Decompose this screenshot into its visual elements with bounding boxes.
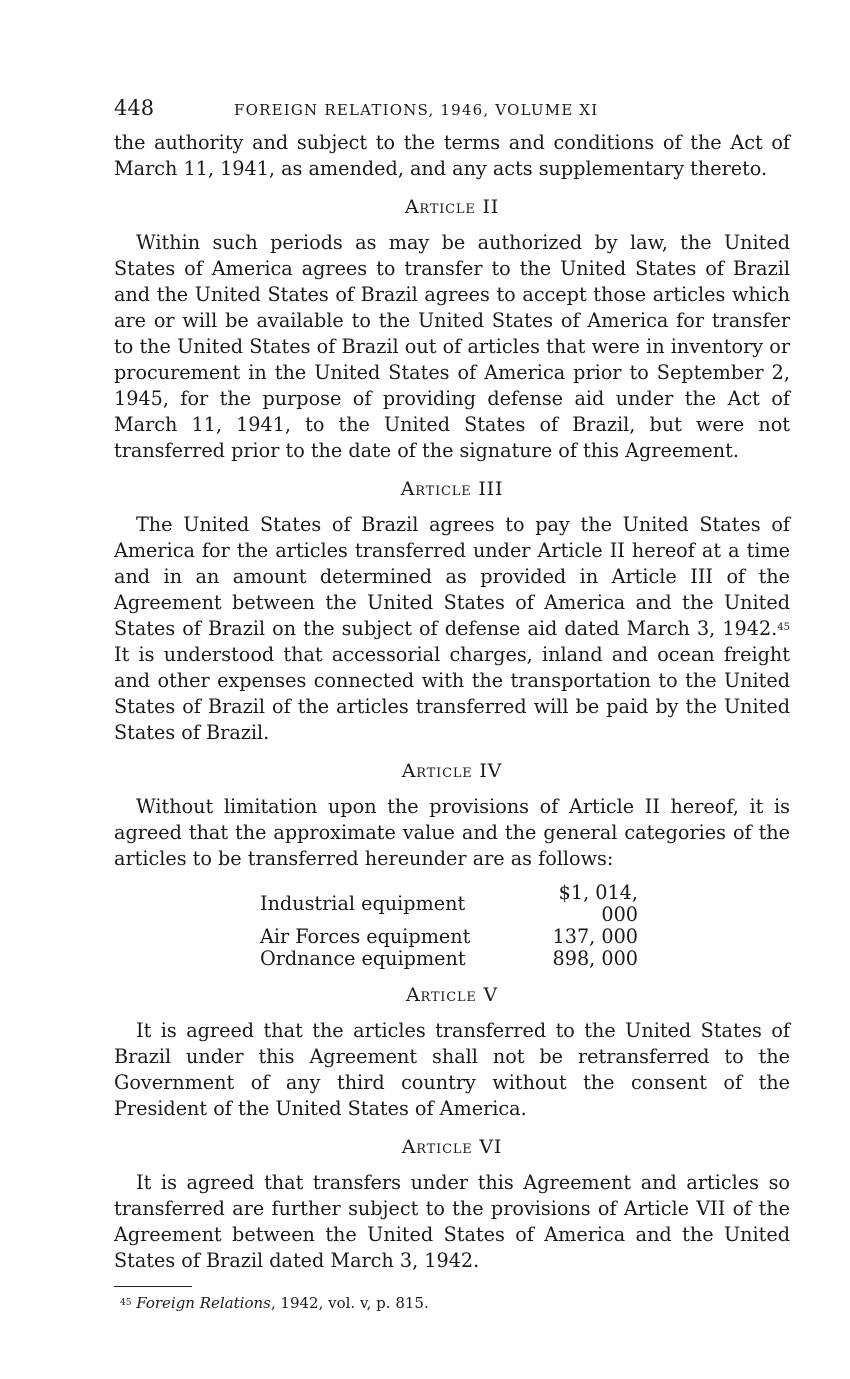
document-page (114, 96, 790, 1313)
table-row (260, 948, 638, 970)
amount-cell: 137, 000 (552, 925, 638, 948)
running-title: FOREIGN RELATIONS, 1946, VOLUME XI (234, 101, 599, 119)
category-cell: Ordnance equipment (260, 947, 466, 970)
article-4-text: Without limitation upon the provisions of Article II hereof, it is agreed that the approximate value and the general categories of the articles to be transferred hereunder are as follows: (114, 795, 790, 870)
amount-cell: 898, 000 (552, 947, 638, 970)
article-3-text (114, 512, 790, 746)
article-5-text: It is agreed that the articles transferred to the United States of Brazil under this Agreement shall not be retransferred to the Government of any third country without the consent of the President of the United States of America. (114, 1019, 790, 1120)
article-2-text: Within such periods as may be authorized by law, the United States of America agrees to transfer to the United States of Brazil and the United States of Brazil agrees to accept those articles which are or will be available to the United States of America for transfer to the United States of Brazil out of articles that were in inventory or procurement in the United States of America prior to September 2, 1945, for the purpose of providing defense aid under the Act of March 11, 1941, to the United States of Brazil, but were not transferred prior to the date of the signature of this Agreement. (114, 231, 790, 462)
footnote-reference: 45 (777, 622, 790, 633)
article-6-heading: Article VI (401, 1136, 503, 1158)
article-4-heading: Article IV (401, 760, 503, 782)
article-5-heading: Article V (405, 984, 499, 1006)
table-row (260, 882, 638, 926)
footnote-mark: 45 (120, 1298, 132, 1308)
opening-paragraph: the authority and subject to the terms and conditions of the Act of March 11, 1941, as amended, and any acts supplementary thereto. (114, 131, 790, 180)
article-6-text: It is agreed that transfers under this Agreement and articles so transferred are further subject to the provisions of Article VII of the Agreement between the United States of America and the United States of Brazil dated March 3, 1942. (114, 1171, 790, 1272)
article-3-heading: Article III (400, 478, 504, 500)
equipment-value-table (260, 882, 638, 970)
running-head (114, 96, 790, 130)
footnote-citation: , 1942, vol. v, p. 815. (270, 1294, 429, 1312)
article-2-heading: Article II (404, 196, 500, 218)
amount-cell: $1, 014, 000 (558, 881, 638, 926)
article-3-text-part1: The United States of Brazil agrees to pay the United States of America for the articles transferred under Article II hereof at a time and in an amount determined as provided in Article III of the Agreement between the United States of America and the United States of Brazil on the subject of defense aid dated March 3, 1942. (114, 513, 790, 640)
footnote-source-title: Foreign Relations (136, 1294, 271, 1312)
article-3-text-part2: It is understood that accessorial charges, inland and ocean freight and other expenses connected with the transportation to the United States of Brazil of the articles transferred will be paid by the United States of Brazil. (114, 643, 790, 744)
page-number: 448 (114, 96, 155, 120)
footnote-divider (114, 1286, 192, 1287)
footnote (114, 1293, 790, 1313)
category-cell: Air Forces equipment (260, 925, 471, 948)
category-cell: Industrial equipment (260, 892, 466, 915)
table-row (260, 926, 638, 948)
